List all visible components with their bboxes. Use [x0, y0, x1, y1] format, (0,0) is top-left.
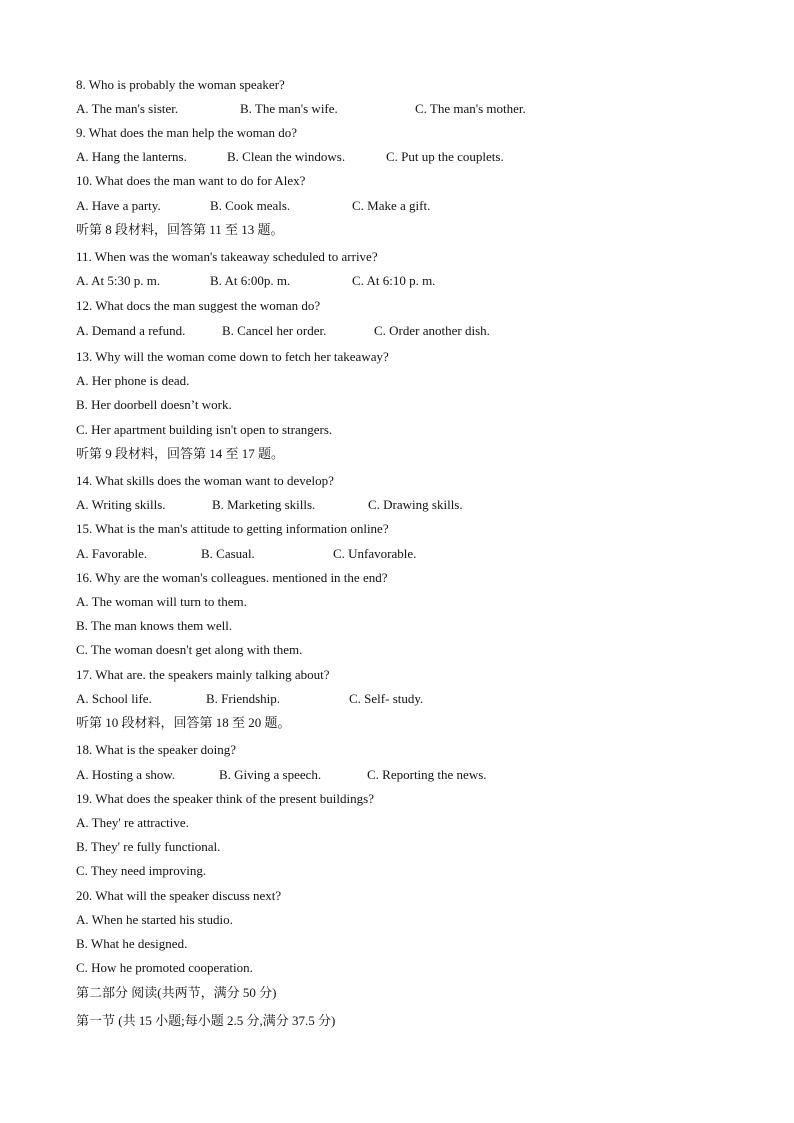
question-14: 14. What skills does the woman want to develop? [76, 473, 334, 488]
question-9-option-b: B. Clean the windows. [227, 149, 346, 164]
question-16-option-c: C. The woman doesn't get along with them. [76, 642, 303, 657]
question-18-option-c: C. Reporting the news. [367, 767, 487, 782]
question-12: 12. What docs the man suggest the woman do? [76, 298, 321, 313]
question-16: 16. Why are the woman's colleagues. mentioned in the end? [76, 570, 388, 585]
question-19: 19. What does the speaker think of the present buildings? [76, 791, 374, 806]
question-8: 8. Who is probably the woman speaker? [76, 77, 285, 92]
question-8-option-a: A. The man's sister. [76, 101, 179, 116]
question-9-option-a: A. Hang the lanterns. [76, 149, 187, 164]
part-2-section-1-title: 第一节 (共 15 小题;每小题 2.5 分,满分 37.5 分) [76, 1013, 336, 1028]
question-16-option-b: B. The man knows them well. [76, 618, 233, 633]
question-8-option-c: C. The man's mother. [415, 101, 526, 116]
question-20-option-a: A. When he started his studio. [76, 912, 233, 927]
question-9-option-c: C. Put up the couplets. [386, 149, 504, 164]
question-19-option-b: B. They' re fully functional. [76, 839, 221, 854]
question-10-option-a: A. Have a party. [76, 198, 161, 213]
question-17-option-c: C. Self- study. [349, 691, 424, 706]
question-10-option-b: B. Cook meals. [210, 198, 291, 213]
question-12-option-c: C. Order another dish. [374, 323, 490, 338]
question-16-option-a: A. The woman will turn to them. [76, 594, 247, 609]
question-11-option-c: C. At 6:10 p. m. [352, 273, 436, 288]
question-15-option-a: A. Favorable. [76, 546, 148, 561]
question-8-option-b: B. The man's wife. [240, 101, 338, 116]
question-14-option-c: C. Drawing skills. [368, 497, 463, 512]
question-18-option-a: A. Hosting a show. [76, 767, 176, 782]
question-11-option-b: B. At 6:00p. m. [210, 273, 291, 288]
question-11-option-a: A. At 5:30 p. m. [76, 273, 161, 288]
question-12-option-a: A. Demand a refund. [76, 323, 186, 338]
question-17-option-b: B. Friendship. [206, 691, 281, 706]
question-18: 18. What is the speaker doing? [76, 742, 237, 757]
section-10-instruction: 听第 10 段材料，回答第 18 至 20 题。 [76, 715, 291, 730]
part-2-title: 第二部分 阅读(共两节，满分 50 分) [76, 985, 277, 1000]
question-17-option-a: A. School life. [76, 691, 152, 706]
question-11: 11. When was the woman's takeaway scheduled to arrive? [76, 249, 378, 264]
question-10: 10. What does the man want to do for Alex? [76, 173, 306, 188]
question-14-option-a: A. Writing skills. [76, 497, 166, 512]
question-9: 9. What does the man help the woman do? [76, 125, 298, 140]
question-10-option-c: C. Make a gift. [352, 198, 431, 213]
question-12-option-b: B. Cancel her order. [222, 323, 327, 338]
question-14-option-b: B. Marketing skills. [212, 497, 316, 512]
section-9-instruction: 听第 9 段材料，回答第 14 至 17 题。 [76, 446, 285, 461]
question-17: 17. What are. the speakers mainly talking about? [76, 667, 330, 682]
question-20: 20. What will the speaker discuss next? [76, 888, 282, 903]
section-8-instruction: 听第 8 段材料，回答第 11 至 13 题。 [76, 222, 284, 237]
question-15-option-b: B. Casual. [201, 546, 255, 561]
question-19-option-c: C. They need improving. [76, 863, 207, 878]
question-19-option-a: A. They' re attractive. [76, 815, 189, 830]
question-13-option-c: C. Her apartment building isn't open to strangers. [76, 422, 333, 437]
question-13: 13. Why will the woman come down to fetch her takeaway? [76, 349, 389, 364]
question-20-option-c: C. How he promoted cooperation. [76, 960, 253, 975]
question-18-option-b: B. Giving a speech. [219, 767, 322, 782]
question-13-option-a: A. Her phone is dead. [76, 373, 190, 388]
question-15: 15. What is the man's attitude to getting information online? [76, 521, 389, 536]
question-15-option-c: C. Unfavorable. [333, 546, 417, 561]
question-20-option-b: B. What he designed. [76, 936, 188, 951]
question-13-option-b: B. Her doorbell doesn’t work. [76, 397, 232, 412]
